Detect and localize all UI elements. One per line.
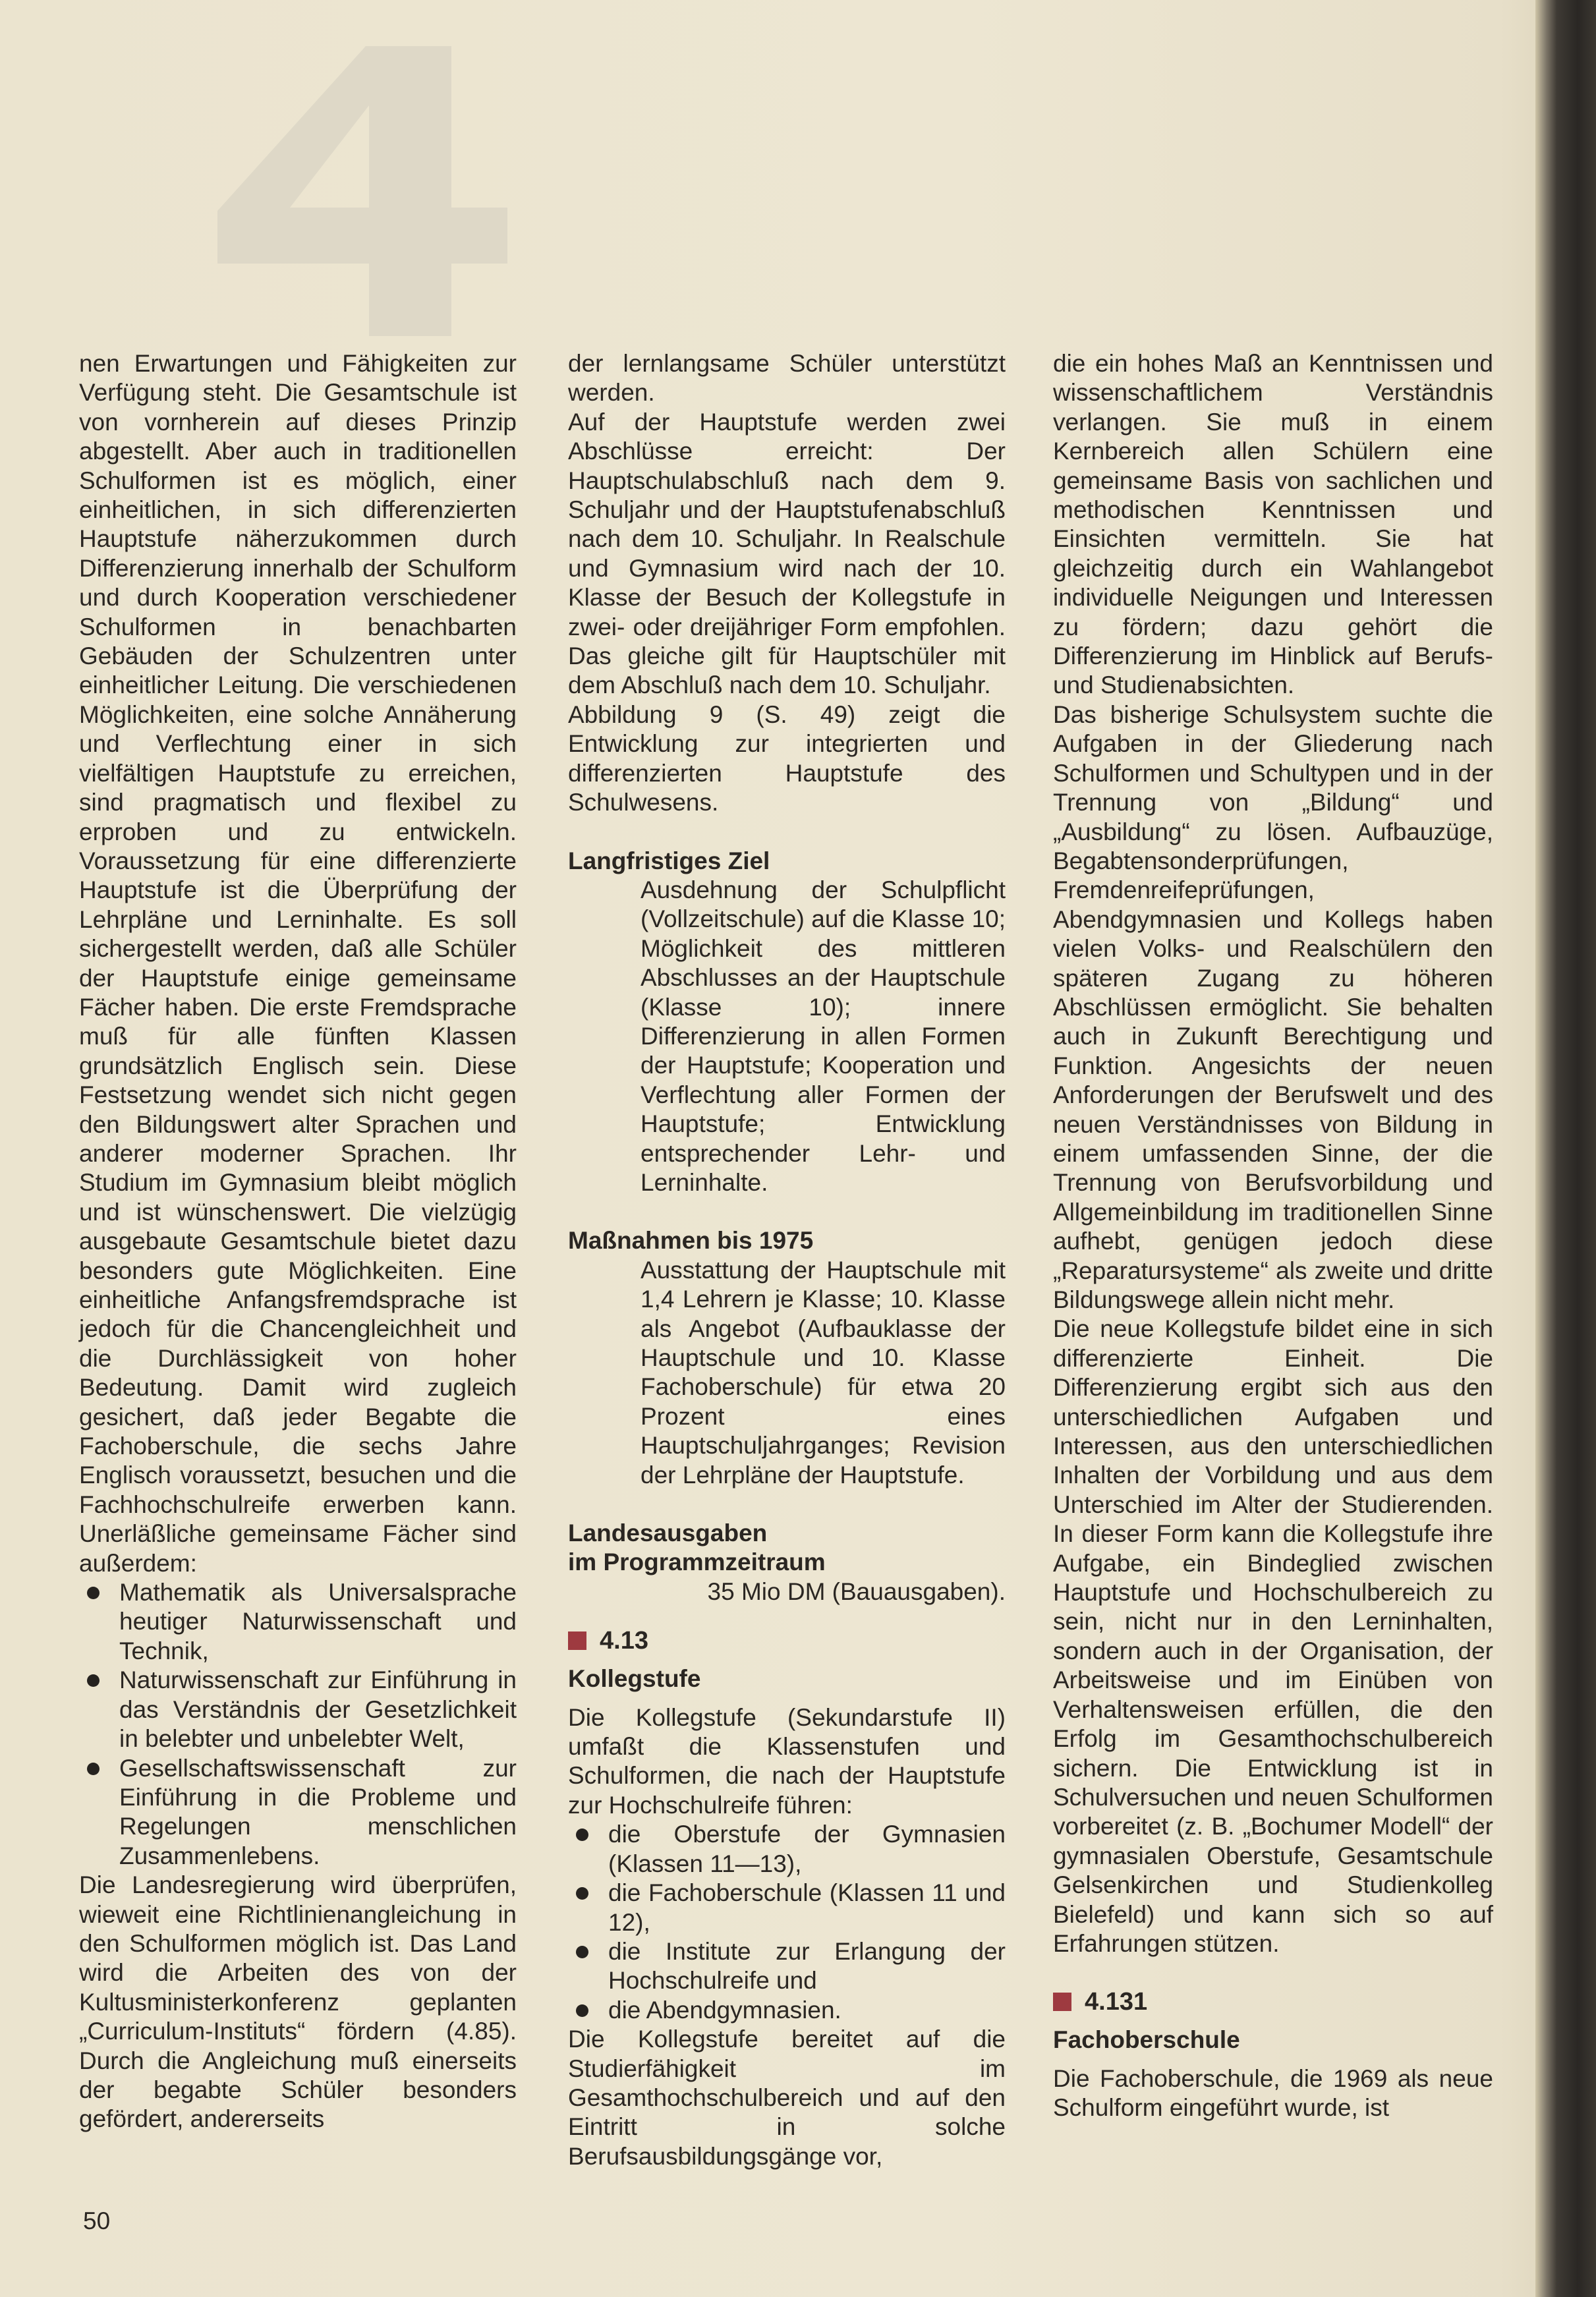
heading-langfristiges-ziel: Langfristiges Ziel xyxy=(568,847,770,874)
paragraph: Das bisherige Schulsystem suchte die Aufgaben in der Gliederung nach Schulformen und Schultypen und in der Trennung von „Bildung“ und „Ausbildung“ zu lösen. Aufbauzüge, Begabtensonderprüfungen, Fremdenreifeprüfungen, Abendgymnasien und Kollegs haben vielen Volks- und Realschülern den späteren Zugang zu höheren Abschlüssen ermöglicht. Sie behalten auch in Zukunft Berechtigung und Funktion. Angesichts der neuen Anforderungen der Berufswelt und des neuen Verständnisses von Bildung in einem umfassenden Sinne, der die Trennung von Berufsvorbildung und Allgemeinbildung im traditionellen Sinne aufhebt, genügen jedoch diese „Reparatursysteme“ als zweite und dritte Bildungswege allein nicht mehr. xyxy=(1053,700,1493,1313)
list-item xyxy=(79,1754,517,1871)
paragraph: Die Kollegstufe (Sekundarstufe II) umfaßt die Klassenstufen und Schulformen, die nach der Hauptstufe zur Hochschulreife führen: xyxy=(568,1703,1006,1819)
bullet-icon xyxy=(87,1587,100,1599)
list-item xyxy=(568,1820,1006,1879)
paragraph: Die Landesregierung wird überprüfen, wieweit eine Richtlinienangleichung in den Schulformen möglich ist. Das Land wird die Arbeiten des von der Kultusministerkonferenz geplanten „Curriculum-Instituts“ fördern (4.85). Durch die Angleichung muß einerseits der begabte Schüler besonders gefördert, andererseits xyxy=(79,1871,517,2133)
list-item xyxy=(79,1666,517,1753)
section-marker-icon xyxy=(568,1631,586,1650)
bullet-icon xyxy=(576,2004,588,2017)
paragraph-ziel: Ausdehnung der Schulpflicht (Vollzeitschule) auf die Klasse 10; Möglichkeit des mittleren Abschlusses an der Hauptschule (Klasse 10); innere Differenzierung in allen Formen der Hauptstufe; Kooperation und Verflechtung aller Formen der Hauptstufe; Entwicklung entsprechender Lehr- und Lerninhalte. xyxy=(641,876,1006,1196)
book-binding-shadow xyxy=(1535,0,1596,2297)
section-title-fachoberschule: Fachoberschule xyxy=(1053,2026,1240,2054)
page-number: 50 xyxy=(83,2207,111,2234)
heading-massnahmen: Maßnahmen bis 1975 xyxy=(568,1227,814,1255)
list-item xyxy=(568,1879,1006,1937)
bullet-icon xyxy=(576,1887,588,1900)
column-1 xyxy=(79,349,517,2134)
section-marker-icon xyxy=(1053,1993,1071,2011)
list-item-text: Naturwissenschaft zur Einführung in das Verständnis der Gesetzlichkeit in belebter und unbelebter Welt, xyxy=(119,1666,517,1753)
list-item-text: Gesellschaftswissenschaft zur Einführung in die Probleme und Regelungen menschlichen Zusammenlebens. xyxy=(119,1754,517,1869)
section-number-4-13 xyxy=(568,1626,1006,1655)
bullet-icon xyxy=(87,1763,100,1775)
paragraph-massnahmen: Ausstattung der Hauptschule mit 1,4 Lehrern je Klasse; 10. Klasse als Angebot (Aufbauklasse der Hauptschule und 10. Klasse Fachoberschule) für etwa 20 Prozent eines Hauptschuljahrganges; Revision der Lehrpläne der Hauptstufe. xyxy=(641,1256,1006,1489)
chapter-numeral xyxy=(217,46,527,336)
list-item-text: Mathematik als Universalsprache heutiger Naturwissenschaft und Technik, xyxy=(119,1579,517,1664)
list-item-text: die Oberstufe der Gymnasien (Klassen 11—13), xyxy=(608,1821,1006,1877)
heading-landesausgaben: Landesausgaben xyxy=(568,1519,768,1547)
paragraph: Die neue Kollegstufe bildet eine in sich differenzierte Einheit. Die Differenzierung ergibt sich aus den unterschiedlichen Aufgaben und Interessen, aus den unterschiedlichen Inhalten der Vorbildung und aus dem Unterschied im Alter der Studierenden. In dieser Form kann die Kollegstufe ihre Aufgabe, ein Bindeglied zwischen Hauptstufe und Hochschulbereich zu sein, nicht nur in den Lerninhalten, sondern auch in der Organisation, der Arbeitsweise und im Einüben von Verhaltensweisen erfüllen, die den Erfolg im Gesamthochschulbereich sichern. Die Entwicklung ist in Schulversuchen und neuen Schulformen vorbereitet (z. B. „Bochumer Modell“ der gymnasialen Oberstufe, Gesamtschule Gelsenkirchen und Studienkolleg Bielefeld) und kann sich so auf Erfahrungen stützen. xyxy=(1053,1315,1493,1957)
list-item-text: die Abendgymnasien. xyxy=(608,1996,841,2024)
paragraph: Die Fachoberschule, die 1969 als neue Schulform eingeführt wurde, ist xyxy=(1053,2064,1493,2122)
paragraph: Die Kollegstufe bereitet auf die Studierfähigkeit im Gesamthochschulbereich und auf den Eintritt in solche Berufsausbildungsgänge vor, xyxy=(568,2026,1006,2170)
paragraph: der lernlangsame Schüler unterstützt werden. xyxy=(568,350,1006,407)
chapter-numeral-graphic xyxy=(217,46,527,336)
heading-programmzeitraum: im Programmzeitraum xyxy=(568,1548,826,1576)
column-2 xyxy=(568,349,1006,2171)
paragraph: nen Erwartungen und Fähigkeiten zur Verfügung steht. Die Gesamtschule ist von vornherein auf dieses Prinzip abgestellt. Aber auch in traditionellen Schulformen ist es möglich, einer einheitlichen, in sich differenzierten Hauptstufe näherzukommen durch Differenzierung innerhalb der Schulform und durch Kooperation verschiedener Schulformen in benachbarten Gebäuden der Schulzentren unter einheitlicher Leitung. Die verschiedenen Möglichkeiten, eine solche Annäherung und Verflechtung einer in sich vielfältigen Hauptstufe zu erreichen, sind pragmatisch und flexibel zu erproben und zu entwickeln. Voraussetzung für eine differenzierte Hauptstufe ist die Überprüfung der Lehrpläne und Lerninhalte. Es soll sichergestellt werden, daß alle Schüler der Hauptstufe einige gemeinsame Fächer haben. Die erste Fremdsprache muß für alle fünften Klassen grundsätzlich Englisch sein. Diese Festsetzung wendet sich nicht gegen den Bildungswert alter Sprachen und anderer moderner Sprachen. Ihr Studium im Gymnasium bleibt möglich und ist wünschenswert. Die vielzügig ausgebaute Gesamtschule bietet dazu besonders gute Möglichkeiten. Eine einheitliche Anfangsfremdsprache ist jedoch für die Chancengleichheit und die Durchlässigkeit von hoher Bedeutung. Damit wird zugleich gesichert, daß jeder Begabte die Fachoberschule, die sechs Jahre Englisch voraussetzt, besuchen und die Fachhochschulreife erwerben kann. Unerläßliche gemeinsame Fächer sind außerdem: xyxy=(79,350,517,1577)
list-item xyxy=(568,1996,1006,2025)
bullet-icon xyxy=(576,1946,588,1958)
paragraph: Abbildung 9 (S. 49) zeigt die Entwicklung zur integrierten und differenzierten Hauptstufe des Schulwesens. xyxy=(568,700,1006,816)
list-item-text: die Institute zur Erlangung der Hochschulreife und xyxy=(608,1937,1006,1995)
column-3 xyxy=(1053,349,1493,2123)
bullet-icon xyxy=(87,1674,100,1687)
list-item xyxy=(568,1937,1006,1996)
section-number-4-131 xyxy=(1053,1987,1493,2016)
section-title-kollegstufe: Kollegstufe xyxy=(568,1665,701,1693)
section-number: 4.131 xyxy=(1085,1988,1148,2016)
section-number: 4.13 xyxy=(600,1627,648,1655)
paragraph: die ein hohes Maß an Kenntnissen und wissenschaftlichem Verständnis verlangen. Sie muß in einem Kernbereich allen Schülern eine gemeinsame Basis von sachlichen und methodischen Kenntnissen und Einsichten vermitteln. Sie hat gleichzeitig durch ein Wahlangebot individuelle Neigungen und Interessen zu fördern; dazu gehört die Differenzierung im Hinblick auf Berufs- und Studienabsichten. xyxy=(1053,350,1493,699)
bullet-icon xyxy=(576,1829,588,1841)
list-item xyxy=(79,1578,517,1666)
list-item-text: die Fachoberschule (Klassen 11 und 12), xyxy=(608,1879,1006,1936)
paragraph: Auf der Hauptstufe werden zwei Abschlüsse erreicht: Der Hauptschulabschluß nach dem 9. Schuljahr und der Hauptstufenabschluß nach dem 10. Schuljahr. In Realschule und Gymnasium wird nach der 10. Klasse der Besuch der Kollegstufe in zwei- oder dreijähriger Form empfohlen. Das gleiche gilt für Hauptschüler mit dem Abschluß nach dem 10. Schuljahr. xyxy=(568,408,1006,699)
paragraph-ausgaben: 35 Mio DM (Bauausgaben). xyxy=(707,1577,1006,1605)
